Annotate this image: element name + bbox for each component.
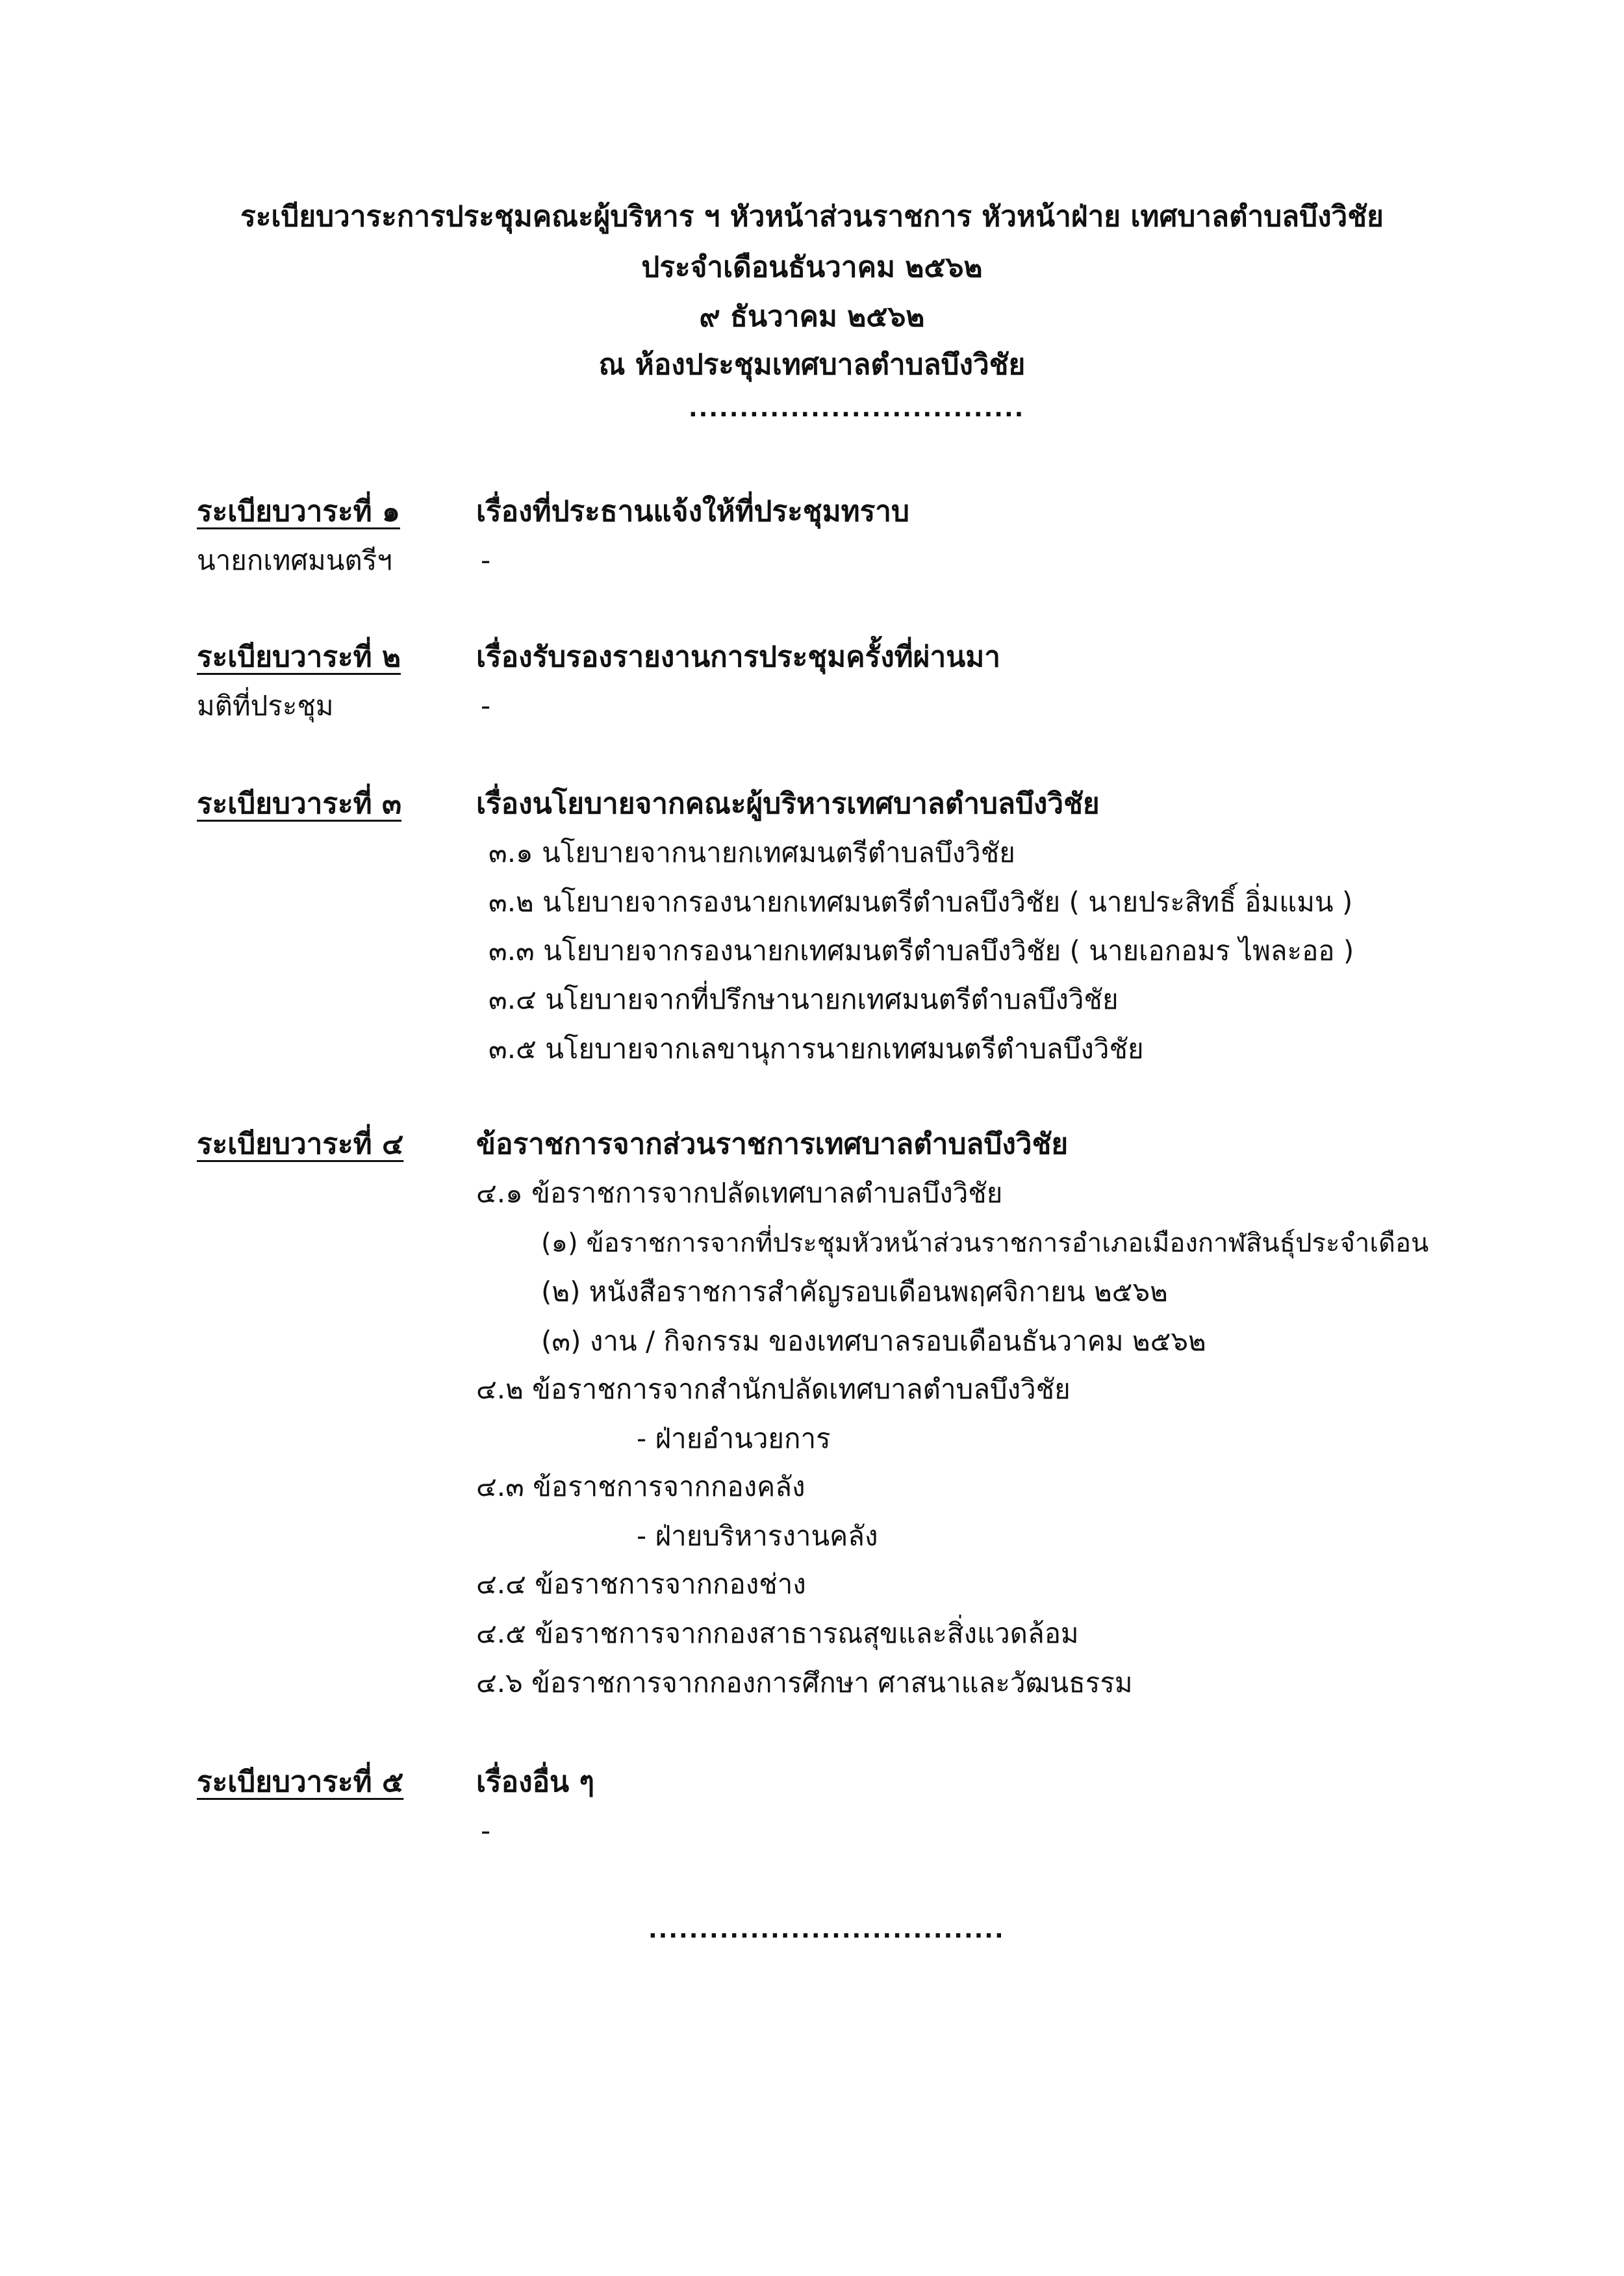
footer-separator: ................................... [648, 1917, 1005, 1943]
agenda-5-topic: เรื่องอื่น ๆ [476, 1765, 595, 1799]
document-subtitle-month: ประจำเดือนธันวาคม ๒๕๖๒ [641, 251, 983, 284]
agenda-1-topic: เรื่องที่ประธานแจ้งให้ที่ประชุมทราบ [476, 495, 909, 528]
agenda-4-section-5: ๔.๕ ข้อราชการจากกองสาธารณสุขและสิ่งแวดล้อม [476, 1617, 1079, 1649]
agenda-3-label: ระเบียบวาระที่ ๓ [197, 787, 402, 820]
agenda-4-section-1: ๔.๑ ข้อราชการจากปลัดเทศบาลตำบลบึงวิชัย [476, 1177, 1003, 1209]
agenda-1-label: ระเบียบวาระที่ ๑ [197, 495, 400, 528]
agenda-3-item: ๓.๓ นโยบายจากรองนายกเทศมนตรีตำบลบึงวิชัย ( นายเอกอมร ไพละออ ) [488, 935, 1354, 967]
agenda-4-label: ระเบียบวาระที่ ๔ [197, 1128, 404, 1161]
agenda-2-sub-label: มติที่ประชุม [197, 690, 334, 722]
header-separator: ................................. [689, 396, 1025, 422]
agenda-4-1-item: (๑) ข้อราชการจากที่ประชุมหัวหน้าส่วนราชการอำเภอเมืองกาฬสินธุ์ประจำเดือน [541, 1228, 1429, 1258]
agenda-4-section-3: ๔.๓ ข้อราชการจากกองคลัง [476, 1471, 806, 1502]
agenda-3-item: ๓.๒ นโยบายจากรองนายกเทศมนตรีตำบลบึงวิชัย ( นายประสิทธิ์ อิ่มแมน ) [488, 886, 1353, 918]
agenda-1-sub-label: นายกเทศมนตรีฯ [197, 544, 392, 576]
agenda-2-label: ระเบียบวาระที่ ๒ [197, 640, 401, 674]
document-date: ๙ ธันวาคม ๒๕๖๒ [699, 300, 925, 333]
agenda-5-label: ระเบียบวาระที่ ๕ [197, 1765, 404, 1799]
document-venue: ณ ห้องประชุมเทศบาลตำบลบึงวิชัย [598, 348, 1026, 381]
agenda-4-3-sub: - ฝ่ายบริหารงานคลัง [637, 1520, 878, 1552]
agenda-3-topic: เรื่องนโยบายจากคณะผู้บริหารเทศบาลตำบลบึงวิชัย [476, 787, 1100, 820]
agenda-3-item: ๓.๑ นโยบายจากนายกเทศมนตรีตำบลบึงวิชัย [488, 837, 1015, 868]
agenda-4-section-4: ๔.๔ ข้อราชการจากกองช่าง [476, 1568, 806, 1600]
agenda-5-sub-value: - [481, 1815, 491, 1847]
agenda-4-topic: ข้อราชการจากส่วนราชการเทศบาลตำบลบึงวิชัย [476, 1128, 1069, 1161]
agenda-3-item: ๓.๕ นโยบายจากเลขานุการนายกเทศมนตรีตำบลบึงวิชัย [488, 1033, 1144, 1065]
agenda-4-section-6: ๔.๖ ข้อราชการจากกองการศึกษา ศาสนาและวัฒนธรรม [476, 1667, 1133, 1699]
agenda-2-topic: เรื่องรับรองรายงานการประชุมครั้งที่ผ่านมา [476, 640, 1000, 674]
agenda-3-item: ๓.๔ นโยบายจากที่ปรึกษานายกเทศมนตรีตำบลบึงวิชัย [488, 983, 1119, 1015]
document-title: ระเบียบวาระการประชุมคณะผู้บริหาร ฯ หัวหน้าส่วนราชการ หัวหน้าฝ่าย เทศบาลตำบลบึงวิชัย [240, 200, 1384, 233]
agenda-4-1-item: (๓) งาน / กิจกรรม ของเทศบาลรอบเดือนธันวาคม ๒๕๖๒ [541, 1325, 1206, 1357]
agenda-4-section-2: ๔.๒ ข้อราชการจากสำนักปลัดเทศบาลตำบลบึงวิชัย [476, 1373, 1071, 1405]
agenda-4-1-item: (๒) หนังสือราชการสำคัญรอบเดือนพฤศจิกายน ๒๕๖๒ [541, 1276, 1168, 1308]
agenda-4-2-sub: - ฝ่ายอำนวยการ [637, 1422, 831, 1454]
agenda-2-sub-value: - [481, 690, 491, 722]
agenda-1-sub-value: - [481, 544, 491, 576]
